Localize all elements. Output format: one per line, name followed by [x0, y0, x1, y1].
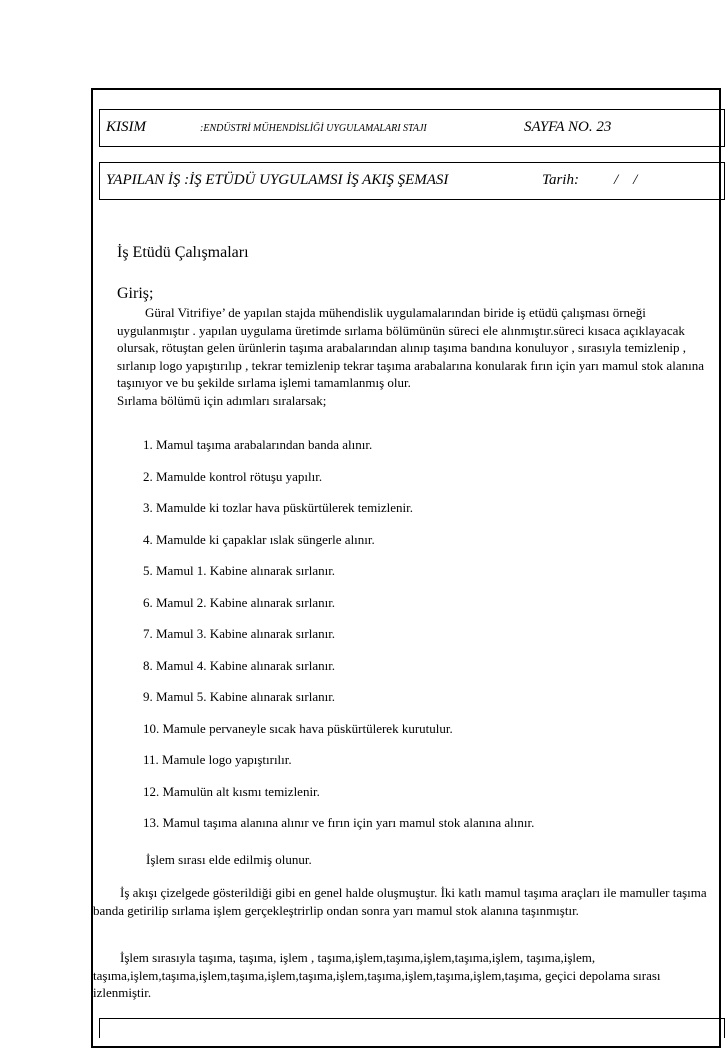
- sequence-paragraph: İşlem sırasıyla taşıma, taşıma, işlem , taşıma,işlem,taşıma,işlem,taşıma,işlem, taşıma,işlem, taşıma,işlem,taşıma,işlem,taşıma,işlem,taşıma,işlem,taşıma,işlem,taşıma,işlem,taşıma, geçici depolama sırası izlenmiştir.: [93, 950, 661, 1000]
- list-item: 8. Mamul 4. Kabine alınarak sırlanır.: [143, 657, 336, 673]
- steps-intro: Sırlama bölümü için adımları sıralarsak;: [117, 392, 327, 408]
- list-item: 4. Mamulde ki çapaklar ıslak süngerle alınır.: [143, 531, 375, 547]
- intro-paragraph-block: [117, 304, 711, 409]
- list-item: 3. Mamulde ki tozlar hava püskürtülerek temizlenir.: [143, 500, 414, 515]
- page-number: SAYFA NO. 23: [524, 119, 612, 135]
- list-item: 2. Mamulde kontrol rötuşu yapılır.: [143, 468, 323, 484]
- header-work-box: [99, 162, 725, 200]
- list-item: 1. Mamul taşıma arabalarından banda alınır.: [143, 437, 373, 452]
- list-item: 9. Mamul 5. Kabine alınarak sırlanır.: [143, 689, 336, 704]
- sequence-paragraph-block: [93, 949, 715, 1002]
- kisim-label: KISIM: [106, 119, 146, 135]
- header-section-box: [99, 109, 725, 147]
- list-item: 10. Mamule pervaneyle sıcak hava püskürtülerek kurutulur.: [143, 720, 453, 736]
- date-value: / /: [614, 172, 638, 188]
- date-label: Tarih:: [542, 172, 579, 188]
- kisim-value: :ENDÜSTRİ MÜHENDİSLİĞİ UYGULAMALARI STAJI: [200, 123, 427, 134]
- footer-box: [99, 1018, 725, 1038]
- work-title: YAPILAN İŞ :İŞ ETÜDÜ UYGULAMSI İŞ AKIŞ ŞEMASI: [106, 172, 449, 188]
- list-item: 11. Mamule logo yapıştırılır.: [143, 752, 292, 767]
- list-item: 7. Mamul 3. Kabine alınarak sırlanır.: [143, 626, 336, 641]
- list-item: 6. Mamul 2. Kabine alınarak sırlanır.: [143, 594, 336, 610]
- list-item: 12. Mamulün alt kısmı temizlenir.: [143, 783, 320, 799]
- flow-paragraph: İş akışı çizelgede gösterildiği gibi en genel halde oluşmuştur. İki katlı mamul taşıma araçları ile mamuller taşıma banda getirilip sırlama işlem gerçekleştrirlip ondan sonra yarı mamul stok alanına taşınmıştır.: [93, 885, 707, 918]
- intro-title: Giriş;: [117, 285, 154, 302]
- intro-paragraph: Güral Vitrifiye’ de yapılan stajda mühendislik uygulamalarından biride iş etüdü çalışması örneği uygulanmıştır . yapılan uygulama üretimde sırlama bölümünün süreci ele alınmıştır.süreci kısaca açıklayacak olursak, rötuştan gelen ürünlerin taşıma arabalarından alınıp taşıma bandına konuluyor , sırasıyla temizlenip , sırlanıp logo yapıştırılıp , tekrar temizlenip tekrar taşıma arabalarına konularak fırın için yarı mamul stok alanına taşınıyor ve bu şekilde sırlama işlemi tamamlanmış olur.: [117, 305, 704, 390]
- flow-paragraph-block: [93, 884, 715, 919]
- section-title: İş Etüdü Çalışmaları: [117, 244, 249, 261]
- list-item: 5. Mamul 1. Kabine alınarak sırlanır.: [143, 563, 336, 578]
- closing-line: İşlem sırası elde edilmiş olunur.: [146, 852, 312, 867]
- list-item: 13. Mamul taşıma alanına alınır ve fırın için yarı mamul stok alanına alınır.: [143, 815, 535, 830]
